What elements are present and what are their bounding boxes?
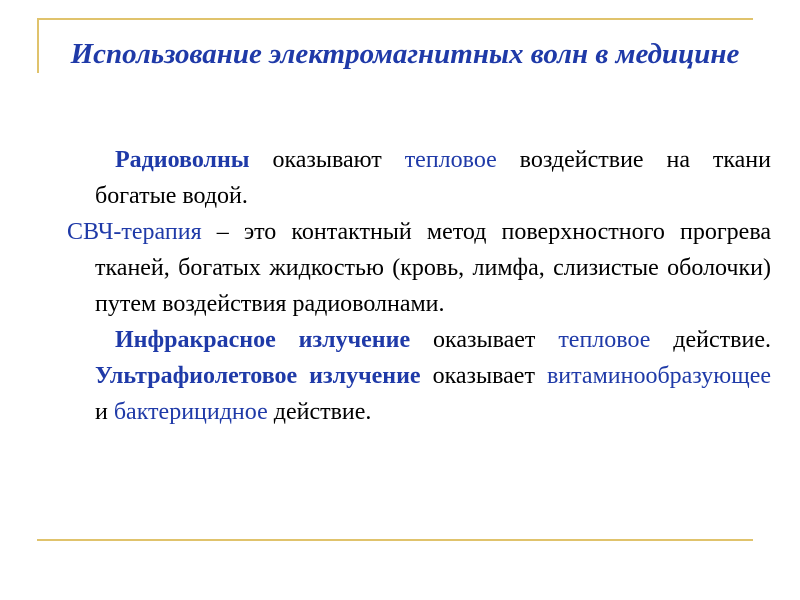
text-segment: действие. [650,327,771,353]
bottom-rule [37,539,753,541]
text-segment: воздействие на ткани богатые водой. [95,147,771,209]
text-segment: действие. [267,399,372,425]
keyword-radio-waves: Радиоволны [115,147,250,173]
text-segment: – это контактный метод поверхностного прогрева тканей, богатых жидкостью (кровь, лимфа, слизистые оболочки) путем воздействия радиоволнами. [95,219,771,317]
text-segment: и [95,399,114,425]
highlight-microwave-therapy: СВЧ-терапия [67,219,202,245]
slide-body [67,142,771,430]
slide-title: Использование электромагнитных волн в медицине [70,38,740,70]
paragraph-microwave-therapy [67,214,771,322]
highlight-thermal: тепловое [404,147,497,173]
left-rule [37,18,39,73]
text-segment: оказывают [249,147,405,173]
paragraph-radio-waves [95,142,771,214]
top-rule [37,18,753,20]
paragraph-ir-uv [95,322,771,430]
keyword-ultraviolet: Ультрафиолетовое излучение [95,363,421,389]
keyword-infrared: Инфракрасное излучение [115,327,411,353]
highlight-vitamin-forming: витаминообразующее [546,363,771,389]
highlight-bactericidal: бактерицидное [113,399,268,425]
highlight-thermal: тепловое [558,327,651,353]
text-segment: оказывает [410,327,559,353]
text-segment: оказывает [420,363,547,389]
